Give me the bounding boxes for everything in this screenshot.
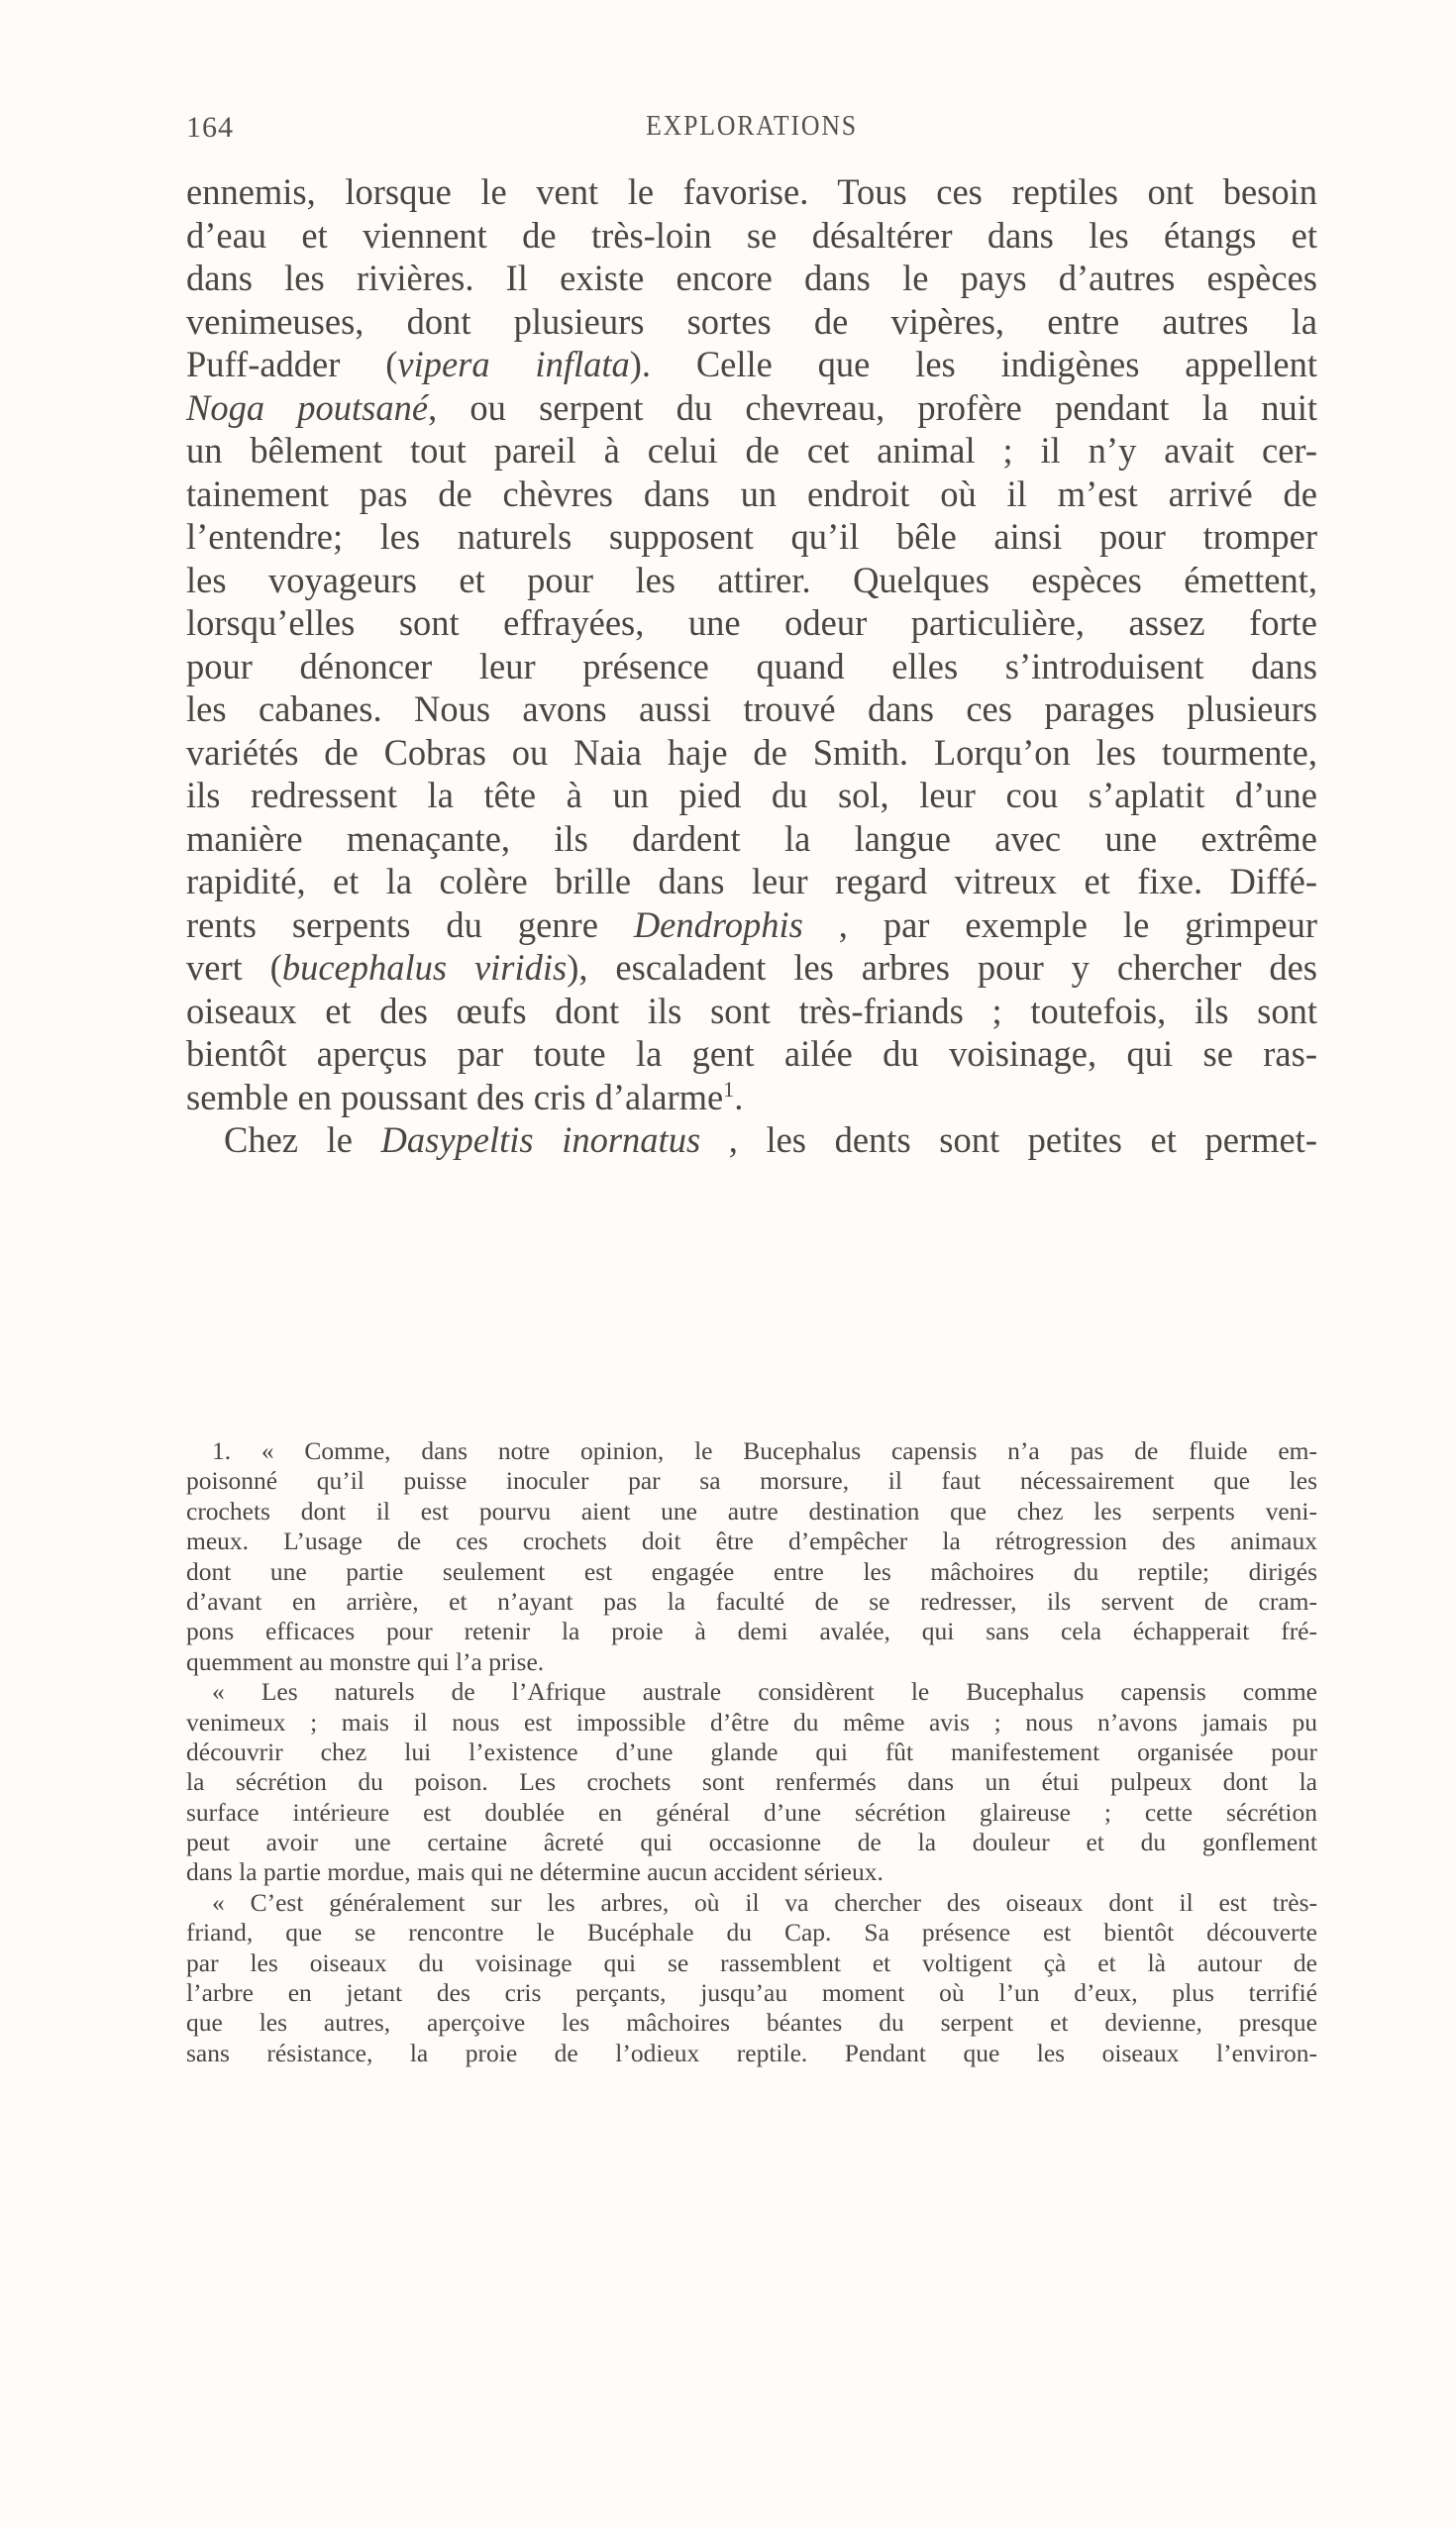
footnote-line: poisonné qu’il puisse inoculer par sa morsure, il faut nécessairement que les — [186, 1466, 1317, 1496]
body-line — [186, 343, 1317, 386]
footnote-line: meux. L’usage de ces crochets doit être d’empêcher la rétrogression des animaux — [186, 1527, 1317, 1556]
text-run: , par exemple le grimpeur — [802, 903, 1317, 945]
body-line: venimeuses, dont plusieurs sortes de vipères, entre autres la — [186, 300, 1317, 342]
footnote-line: « Les naturels de l’Afrique australe considèrent le Bucephalus capensis comme — [212, 1677, 1317, 1707]
body-line: ennemis, lorsque le vent le favorise. Tous ces reptiles ont besoin — [186, 171, 1317, 212]
footnote-line: que les autres, aperçoive les mâchoires béantes du serpent et devienne, presque — [186, 2008, 1317, 2038]
text-run: , ou serpent du chevreau, profère pendant la nuit — [428, 386, 1317, 428]
body-line: dans les rivières. Il existe encore dans le pays d’autres espèces — [186, 258, 1317, 298]
footnote-line: quemment au monstre qui l’a prise. — [186, 1646, 545, 1676]
footnote-line: la sécrétion du poison. Les crochets sont renfermés dans un étui pulpeux dont la — [186, 1767, 1317, 1797]
body-line: rapidité, et la colère brille dans leur regard vitreux et fixe. Diffé- — [186, 861, 1317, 901]
body-line: l’entendre; les naturels supposent qu’il bêle ainsi pour tromper — [186, 516, 1317, 557]
body-line: manière menaçante, ils dardent la langue avec une extrême — [186, 817, 1317, 859]
body-text — [186, 170, 1317, 1162]
text-run: vert ( — [186, 947, 282, 988]
text-run: semble en poussant des cris d’alarme — [186, 1076, 724, 1117]
native-name: Noga poutsané — [186, 386, 429, 428]
latin-species-name: vipera inflata — [397, 344, 630, 384]
body-line: d’eau et viennent de très-loin se désaltérer dans les étangs et — [186, 214, 1317, 256]
body-line: variétés de Cobras ou Naia haje de Smith. Lorqu’on les tourmente, — [186, 731, 1317, 773]
footnote-ref[interactable]: 1 — [723, 1076, 735, 1102]
body-line: les cabanes. Nous avons aussi trouvé dans ces parages plusieurs — [186, 688, 1317, 729]
text-run: Puff-adder ( — [186, 344, 398, 384]
footnote-line: par les oiseaux du voisinage qui se rassemblent et voltigent çà et là autour de — [186, 1948, 1317, 1977]
body-line: pour dénoncer leur présence quand elles s’introduisent dans — [186, 645, 1317, 686]
running-title: EXPLORATIONS — [646, 111, 858, 142]
body-line: lorsqu’elles sont effrayées, une odeur particulière, assez forte — [186, 602, 1317, 643]
body-line — [186, 903, 1317, 947]
footnote-line: 1. « Comme, dans notre opinion, le Bucephalus capensis n’a pas de fluide em- — [212, 1436, 1317, 1465]
footnote-line: dans la partie mordue, mais qui ne détermine aucun accident sérieux. — [186, 1857, 884, 1887]
text-run: rents serpents du genre — [186, 903, 634, 945]
footnote-line: découvrir chez lui l’existence d’une glande qui fût manifestement organisée pour — [186, 1737, 1317, 1766]
footnote-line: friand, que se rencontre le Bucéphale du Cap. Sa présence est bientôt découverte — [186, 1918, 1317, 1948]
latin-species-name: Dasypeltis inornatus — [380, 1119, 701, 1160]
footnote-line: pons efficaces pour retenir la proie à demi avalée, qui sans cela échapperait fré- — [186, 1617, 1317, 1646]
page-number: 164 — [186, 111, 234, 144]
footnote-line: dont une partie seulement est engagée entre les mâchoires du reptile; dirigés — [186, 1556, 1317, 1586]
footnote-line: crochets dont il est pourvu aient une autre destination que chez les serpents veni- — [186, 1496, 1317, 1526]
body-line — [186, 946, 1317, 990]
latin-species-name: bucephalus viridis — [281, 947, 568, 988]
body-line — [186, 386, 1317, 430]
body-line — [186, 1076, 1317, 1119]
footnote-line: peut avoir une certaine âcreté qui occasionne de la douleur et du gonflement — [186, 1828, 1317, 1857]
body-line — [186, 1118, 1317, 1162]
footnote-line: d’avant en arrière, et n’ayant pas la faculté de se redresser, ils servent de cram- — [186, 1586, 1317, 1616]
body-line: oiseaux et des œufs dont ils sont très-friands ; toutefois, ils sont — [186, 990, 1317, 1031]
footnotes — [186, 1436, 1317, 2068]
body-line: ils redressent la tête à un pied du sol, leur cou s’aplatit d’une — [186, 775, 1317, 815]
text-run: ). Celle que les indigènes appellent — [629, 344, 1317, 384]
body-line: tainement pas de chèvres dans un endroit où il m’est arrivé de — [186, 473, 1317, 514]
running-head — [186, 107, 1317, 147]
footnote-line: sans résistance, la proie de l’odieux reptile. Pendant que les oiseaux l’environ- — [186, 2038, 1317, 2067]
text-run: Chez le — [224, 1119, 381, 1160]
text-run: . — [734, 1076, 744, 1117]
body-line: un bêlement tout pareil à celui de cet animal ; il n’y avait cer- — [186, 430, 1317, 471]
footnote-line: l’arbre en jetant des cris perçants, jusqu’au moment où l’un d’eux, plus terrifié — [186, 1978, 1317, 2008]
text-run: ), escaladent les arbres pour y chercher des — [567, 947, 1317, 988]
footnote-line: surface intérieure est doublée en général d’une sécrétion glaireuse ; cette sécrétion — [186, 1797, 1317, 1827]
text-run: , les dents sont petites et permet- — [700, 1119, 1317, 1160]
body-line: bientôt aperçus par toute la gent ailée du voisinage, qui se ras- — [186, 1033, 1317, 1074]
footnote-line: « C’est généralement sur les arbres, où il va chercher des oiseaux dont il est très- — [212, 1887, 1317, 1917]
body-line: les voyageurs et pour les attirer. Quelques espèces émettent, — [186, 559, 1317, 600]
genus-name: Dendrophis — [633, 903, 803, 945]
footnote-line: venimeux ; mais il nous est impossible d’être du même avis ; nous n’avons jamais pu — [186, 1707, 1317, 1737]
